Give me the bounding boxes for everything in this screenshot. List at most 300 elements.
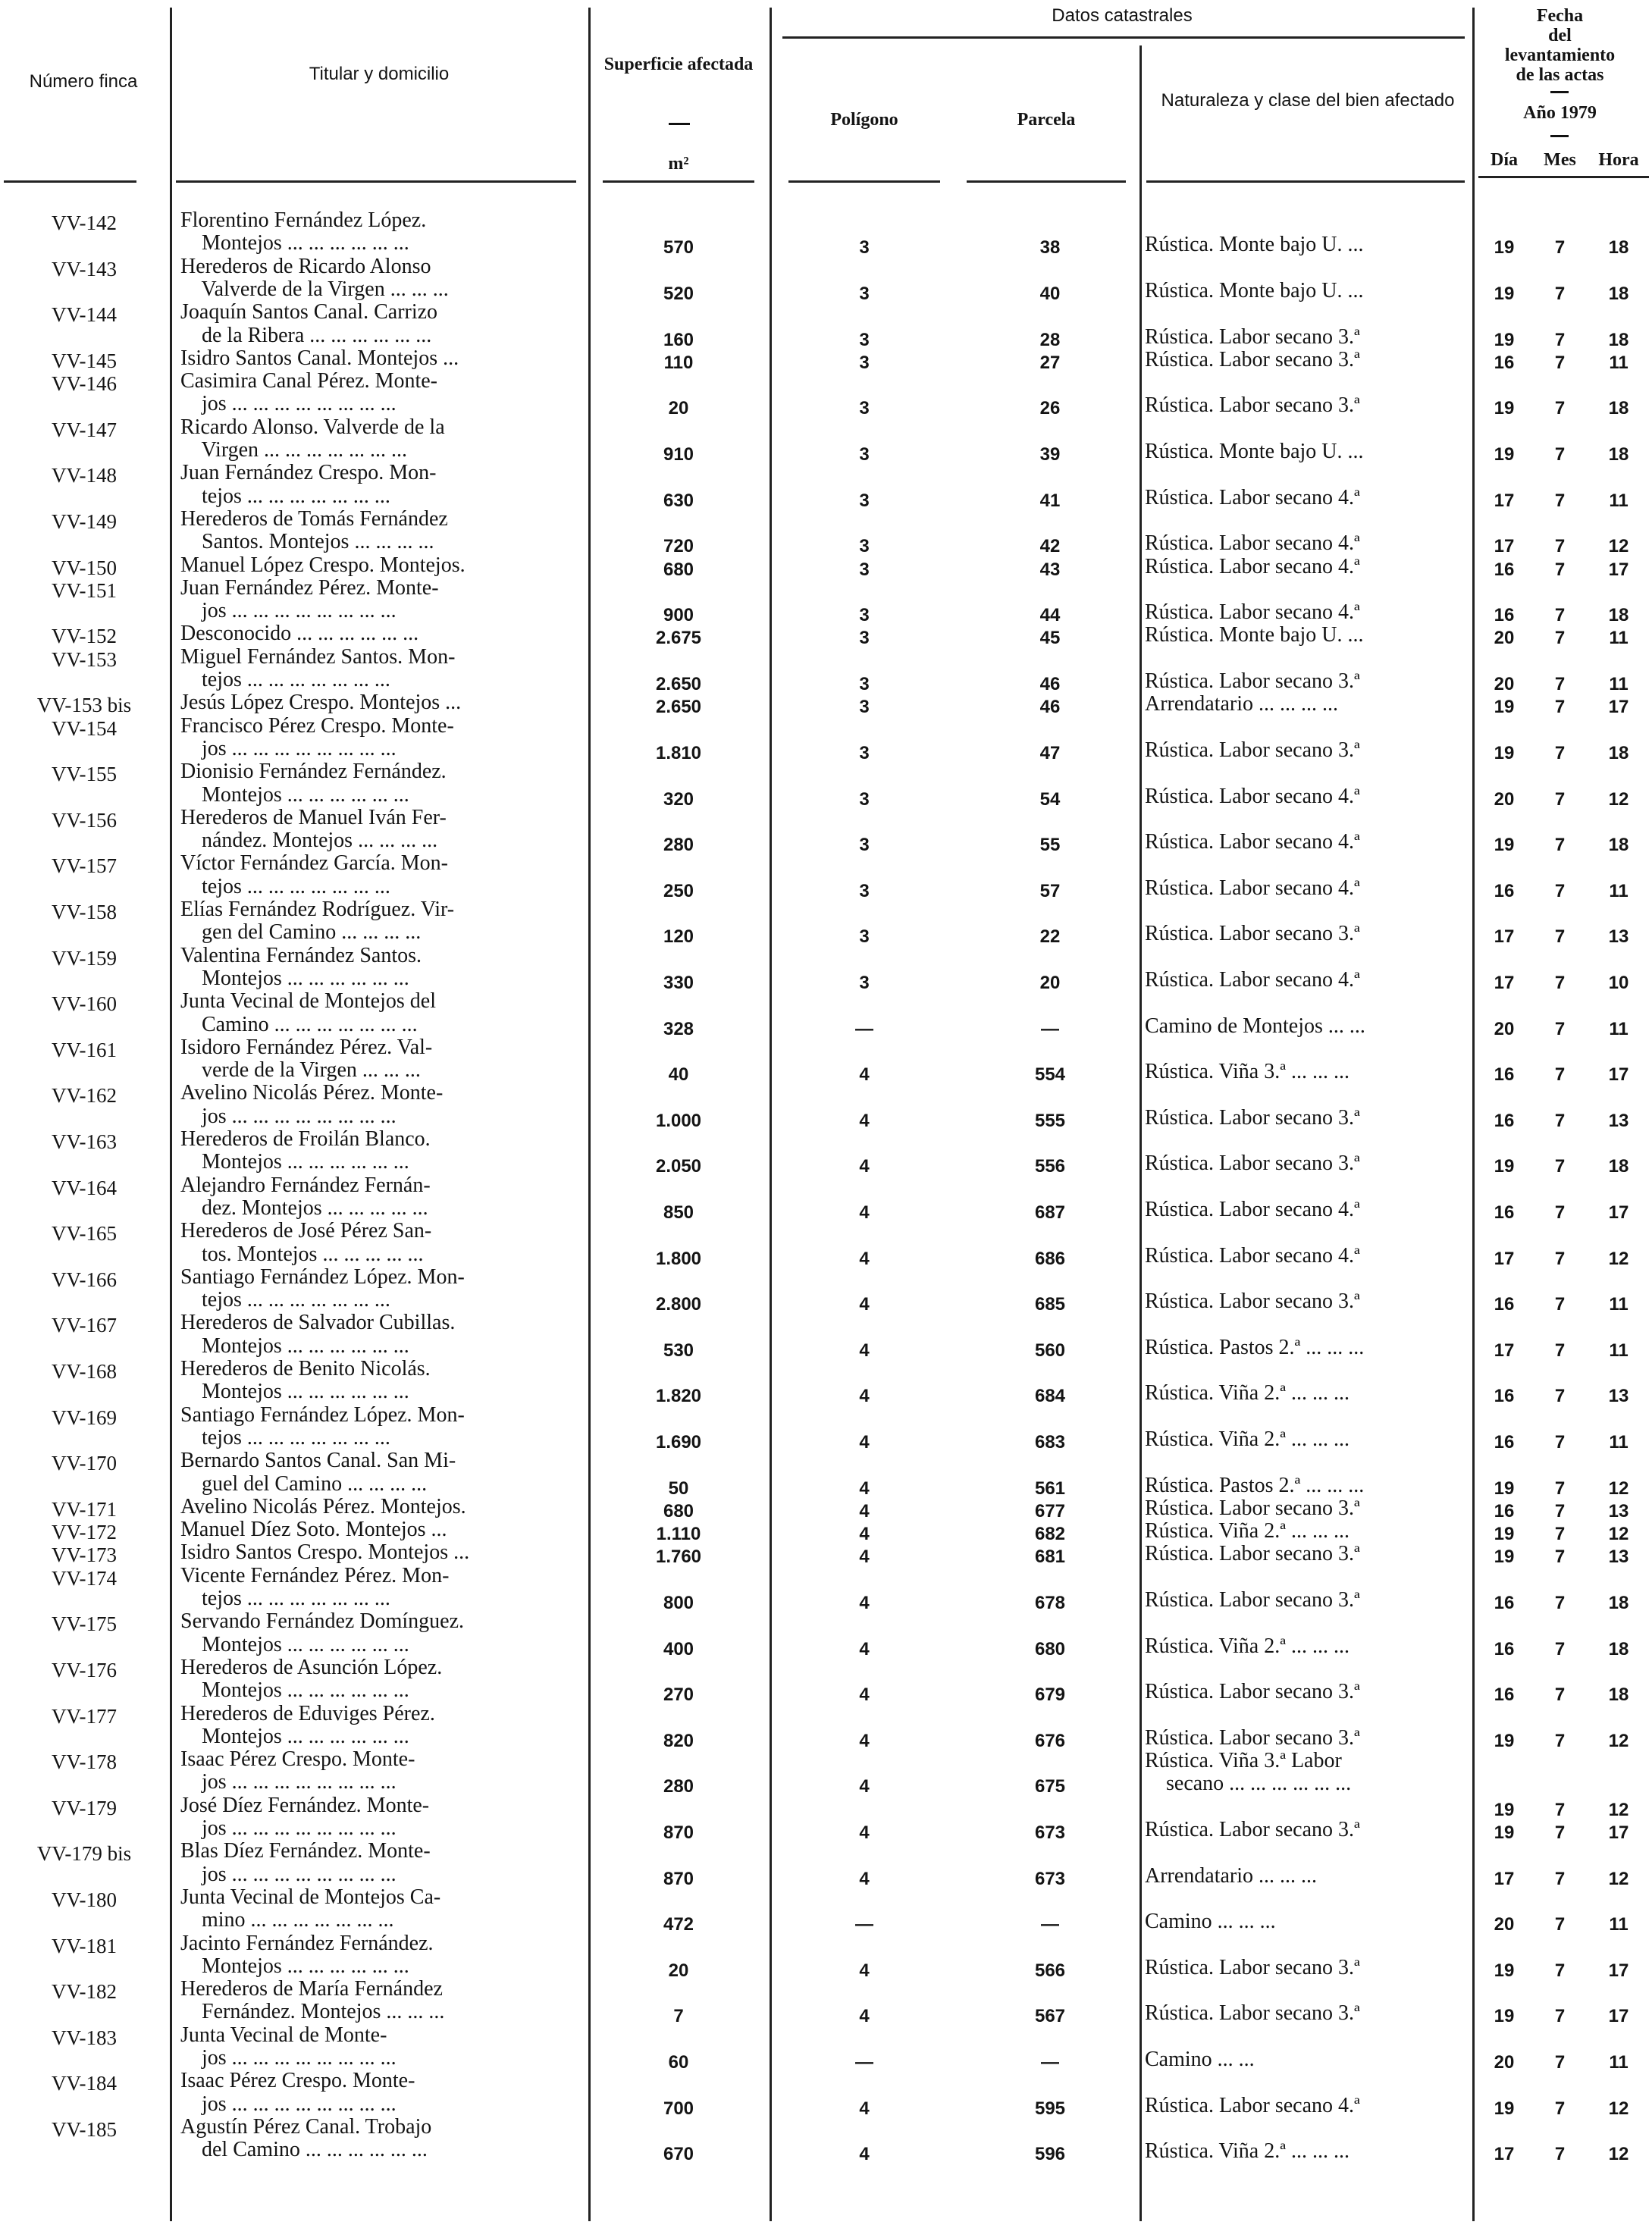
dia-value: 19 [1494,1547,1515,1568]
titular-line: Elías Fernández Rodríguez. Vir- [180,898,455,921]
mes-value: 7 [1554,1110,1566,1131]
dia-value: 16 [1494,1294,1515,1315]
poligono-value: 4 [859,1776,870,1797]
dia-value: 19 [1494,1799,1515,1820]
titular-line: Montejos ... ... ... ... ... ... [180,1150,409,1174]
header-poligono: Polígono [830,110,898,130]
superficie-value: 40 [668,1064,689,1086]
titular-line: Montejos ... ... ... ... ... ... [180,1678,409,1703]
mes-value: 7 [1554,972,1566,993]
poligono-value: 4 [859,1524,870,1545]
titular-line: Montejos ... ... ... ... ... ... [180,231,409,255]
header-fecha-2: del [1548,26,1572,45]
titular-line: Herederos de Ricardo Alonso [180,254,431,278]
superficie-value: 250 [663,880,694,901]
parcela-value: 57 [1039,880,1061,901]
finca-number: VV-147 [51,418,117,441]
parcela-value: 566 [1034,1960,1066,1981]
dia-value: 20 [1494,628,1515,649]
titular-line: Ricardo Alonso. Valverde de la [180,415,445,439]
titular-line: de la Ribera ... ... ... ... ... ... [180,323,432,347]
dia-value: 16 [1494,352,1515,373]
poligono-value: 3 [859,444,870,465]
finca-number: VV-185 [51,2117,117,2141]
poligono-value: 4 [859,1730,870,1751]
finca-number: VV-153 [51,647,117,671]
dia-value: 17 [1494,926,1515,948]
titular-line: jos ... ... ... ... ... ... ... ... [180,1770,397,1794]
superficie-value: 328 [663,1018,694,1039]
titular-line: Herederos de Asunción López. [180,1655,443,1679]
header-hora: Hora [1598,150,1639,170]
finca-number: VV-170 [51,1452,117,1475]
titular-line: Isidro Santos Crespo. Montejos ... [180,1540,470,1565]
titular-line: Avelino Nicolás Pérez. Montejos. [180,1494,466,1518]
mes-value: 7 [1554,2098,1566,2119]
mes-value: 7 [1554,628,1566,649]
finca-number: VV-162 [51,1084,117,1108]
hora-value: 11 [1609,352,1628,373]
hora-value: 11 [1609,1294,1628,1315]
dia-value: 16 [1494,1431,1515,1453]
superficie-value: 670 [663,2144,694,2165]
mes-value: 7 [1554,1386,1566,1407]
mes-value: 7 [1554,1064,1566,1086]
dia-value: 19 [1494,1822,1515,1843]
hora-value: 17 [1608,2006,1629,2027]
mes-value: 7 [1554,1340,1566,1361]
poligono-value: 4 [859,1340,870,1361]
dia-value: 16 [1494,880,1515,901]
superficie-value: 680 [663,559,694,580]
titular-line: Montejos ... ... ... ... ... ... [180,1954,409,1978]
parcela-value: 43 [1039,559,1061,580]
dia-value: 20 [1494,788,1515,810]
superficie-value: 1.690 [655,1431,702,1453]
titular-line: Agustín Pérez Canal. Trobajo [180,2114,432,2139]
dia-value: 20 [1494,1018,1515,1039]
finca-number: VV-178 [51,1750,117,1774]
parcela-value: — [1041,2052,1059,2073]
superficie-value: 50 [668,1478,689,1499]
finca-number: VV-159 [51,946,117,970]
parcela-value: 27 [1039,352,1061,373]
naturaleza-line: Rústica. Viña 2.ª ... ... ... [1145,2139,1349,2164]
hora-value: 13 [1608,1386,1629,1407]
poligono-value: 4 [859,1960,870,1981]
titular-line: jos ... ... ... ... ... ... ... ... [180,1104,397,1128]
mes-value: 7 [1554,1822,1566,1843]
finca-number: VV-152 [51,625,117,648]
parcela-value: 47 [1039,742,1061,763]
titular-line: verde de la Virgen ... ... ... [180,1058,421,1083]
mes-value: 7 [1554,1914,1566,1935]
superficie-value: 800 [663,1593,694,1613]
titular-line: Florentino Fernández López. [180,208,427,232]
superficie-value: 472 [663,1914,694,1935]
superficie-value: 1.110 [656,1524,701,1545]
titular-line: Junta Vecinal de Monte- [180,2023,387,2047]
parcela-value: 28 [1039,329,1061,350]
finca-number: VV-146 [51,372,117,396]
titular-line: nández. Montejos ... ... ... ... [180,829,438,853]
naturaleza-line: Rústica. Labor secano 4.ª [1145,1243,1360,1268]
dia-value: 19 [1494,398,1515,419]
hora-value: 12 [1608,1524,1629,1545]
superficie-value: 280 [663,835,694,856]
titular-line: Santiago Fernández López. Mon- [180,1402,465,1427]
naturaleza-line: Rústica. Labor secano 3.ª [1145,1542,1360,1566]
mes-value: 7 [1554,1500,1566,1521]
header-fecha-dash [1550,91,1569,93]
titular-line: Vicente Fernández Pérez. Mon- [180,1563,450,1587]
finca-number: VV-150 [51,556,117,579]
dia-value: 17 [1494,1340,1515,1361]
superficie-value: 1.760 [655,1547,702,1568]
titular-line: Santos. Montejos ... ... ... ... [180,530,434,554]
poligono-value: 4 [859,2098,870,2119]
poligono-value: 4 [859,1822,870,1843]
hora-value: 11 [1609,1431,1628,1453]
naturaleza-line: Rústica. Labor secano 3.ª [1145,738,1360,762]
poligono-value: 3 [859,835,870,856]
titular-line: José Díez Fernández. Monte- [180,1793,430,1817]
naturaleza-line: Rústica. Labor secano 3.ª [1145,347,1360,371]
hora-value: 18 [1608,1684,1629,1706]
titular-line: jos ... ... ... ... ... ... ... ... [180,599,397,623]
parcela-value: 42 [1039,536,1061,557]
naturaleza-line: Rústica. Monte bajo U. ... [1145,440,1364,463]
titular-line: Francisco Pérez Crespo. Monte- [180,713,454,738]
naturaleza-line: Rústica. Labor secano 3.ª [1145,1818,1360,1841]
column-divider [1472,8,1475,2221]
mes-value: 7 [1554,2052,1566,2073]
superficie-value: 900 [663,605,694,626]
hora-value: 12 [1608,1868,1629,1889]
column-divider [588,8,591,2221]
dia-value: 17 [1494,1868,1515,1889]
parcela-value: 687 [1034,1202,1066,1223]
hora-value: 13 [1608,1500,1629,1521]
naturaleza-line: Rústica. Labor secano 3.ª [1145,2001,1360,2026]
mes-value: 7 [1554,490,1566,511]
hora-value: 18 [1608,605,1629,626]
mes-value: 7 [1554,536,1566,557]
poligono-value: — [855,2052,873,2073]
titular-line: Jesús López Crespo. Montejos ... [180,691,462,715]
parcela-value: 55 [1039,835,1061,856]
hora-value: 18 [1608,1593,1629,1613]
parcela-value: 567 [1034,2006,1066,2027]
poligono-value: 4 [859,1500,870,1521]
parcela-value: 680 [1034,1638,1066,1659]
mes-value: 7 [1554,1202,1566,1223]
parcela-value: 45 [1039,628,1061,649]
titular-line: tejos ... ... ... ... ... ... ... [180,484,390,508]
naturaleza-line: Rústica. Labor secano 3.ª [1145,1588,1360,1612]
naturaleza-line: Rústica. Viña 3.ª ... ... ... [1145,1060,1349,1084]
parcela-value: 682 [1034,1524,1066,1545]
hora-value: 13 [1608,1110,1629,1131]
poligono-value: 3 [859,697,870,718]
superficie-value: 330 [663,972,694,993]
parcela-value: 686 [1034,1248,1066,1269]
mes-value: 7 [1554,1730,1566,1751]
naturaleza-line: Rústica. Monte bajo U. ... [1145,623,1364,647]
dia-value: 17 [1494,972,1515,993]
mes-value: 7 [1554,1684,1566,1706]
naturaleza-line: Rústica. Labor secano 3.ª [1145,1152,1360,1176]
titular-line: Jacinto Fernández Fernández. [180,1931,434,1955]
dia-value: 16 [1494,1684,1515,1706]
titular-line: Víctor Fernández García. Mon- [180,851,448,876]
dia-value: 19 [1494,1478,1515,1499]
naturaleza-line: Rústica. Viña 3.ª Labor [1145,1749,1342,1773]
finca-number: VV-157 [51,854,117,878]
dia-value: 19 [1494,283,1515,304]
parcela-value: 22 [1039,926,1061,948]
superficie-value: 1.800 [655,1248,702,1269]
header-superficie-unit: m² [668,154,689,174]
titular-line: Blas Díez Fernández. Monte- [180,1839,431,1863]
naturaleza-line: Rústica. Viña 2.ª ... ... ... [1145,1634,1349,1658]
parcela-value: 38 [1039,237,1061,259]
titular-line: Montejos ... ... ... ... ... ... [180,1724,409,1748]
hora-value: 10 [1608,972,1629,993]
mes-value: 7 [1554,1156,1566,1177]
dia-value: 19 [1494,1730,1515,1751]
poligono-value: 4 [859,1684,870,1706]
naturaleza-line: Rústica. Labor secano 3.ª [1145,669,1360,693]
naturaleza-line: Rústica. Labor secano 4.ª [1145,830,1360,854]
dia-value: 17 [1494,490,1515,511]
mes-value: 7 [1554,1524,1566,1545]
finca-number: VV-173 [51,1543,117,1567]
hora-value: 17 [1608,1064,1629,1086]
mes-value: 7 [1554,1638,1566,1659]
dia-value: 17 [1494,1248,1515,1269]
dia-value: 16 [1494,559,1515,580]
parcela-value: 676 [1034,1730,1066,1751]
finca-number: VV-144 [51,303,117,327]
poligono-value: 4 [859,1294,870,1315]
mes-value: 7 [1554,237,1566,259]
finca-number: VV-177 [51,1704,117,1728]
parcela-value: 39 [1039,444,1061,465]
finca-number: VV-183 [51,2026,117,2049]
header-rule-poligono [788,180,940,183]
parcela-value: — [1041,1018,1059,1039]
mes-value: 7 [1554,1960,1566,1981]
titular-line: jos ... ... ... ... ... ... ... ... [180,2092,397,2116]
naturaleza-line: Rústica. Pastos 2.ª ... ... ... [1145,1335,1365,1359]
naturaleza-line: Rústica. Labor secano 4.ª [1145,1197,1360,1221]
superficie-value: 2.650 [655,697,702,718]
parcela-value: 595 [1034,2098,1066,2119]
titular-line: tejos ... ... ... ... ... ... ... [180,1587,390,1610]
dia-value: 16 [1494,1110,1515,1131]
titular-line: tejos ... ... ... ... ... ... ... [180,1288,390,1312]
parcela-value: 561 [1034,1478,1066,1499]
column-divider [770,8,772,2221]
naturaleza-line: Rústica. Labor secano 4.ª [1145,600,1360,625]
poligono-value: 4 [859,1593,870,1613]
naturaleza-line: Rústica. Labor secano 3.ª [1145,1680,1360,1704]
mes-value: 7 [1554,788,1566,810]
finca-number: VV-179 bis [36,1842,132,1866]
naturaleza-line: Rústica. Labor secano 4.ª [1145,784,1360,808]
titular-line: Isaac Pérez Crespo. Monte- [180,2069,415,2093]
header-fecha-3: levantamiento [1504,45,1616,65]
superficie-value: 1.810 [655,742,702,763]
naturaleza-line: Rústica. Pastos 2.ª ... ... ... [1145,1473,1365,1497]
mes-value: 7 [1554,2006,1566,2027]
dia-value: 16 [1494,1638,1515,1659]
titular-line: Isidoro Fernández Pérez. Val- [180,1035,433,1059]
mes-value: 7 [1554,1799,1566,1820]
dia-value: 16 [1494,1593,1515,1613]
hora-value: 17 [1608,1202,1629,1223]
header-datos-catastrales: Datos catastrales [1052,5,1193,26]
hora-value: 18 [1608,1156,1629,1177]
finca-number: VV-155 [51,763,117,786]
superficie-value: 530 [663,1340,694,1361]
parcela-value: 678 [1034,1593,1066,1613]
parcela-value: 41 [1039,490,1061,511]
dia-value: 17 [1494,536,1515,557]
hora-value: 18 [1608,283,1629,304]
titular-line: tos. Montejos ... ... ... ... ... [180,1242,424,1266]
titular-line: Herederos de Tomás Fernández [180,506,448,531]
titular-line: guel del Camino ... ... ... ... [180,1471,428,1496]
finca-number: VV-181 [51,1934,117,1957]
poligono-value: 3 [859,788,870,810]
poligono-value: 4 [859,1638,870,1659]
titular-line: Montejos ... ... ... ... ... ... [180,782,409,807]
dia-value: 19 [1494,1156,1515,1177]
parcela-value: 554 [1034,1064,1066,1086]
finca-number: VV-168 [51,1360,117,1383]
column-divider [1139,45,1142,2221]
finca-number: VV-163 [51,1130,117,1153]
dia-value: 16 [1494,605,1515,626]
dia-value: 19 [1494,1960,1515,1981]
hora-value: 12 [1608,1478,1629,1499]
naturaleza-line: Rústica. Viña 2.ª ... ... ... [1145,1519,1349,1543]
superficie-value: 630 [663,490,694,511]
mes-value: 7 [1554,742,1566,763]
naturaleza-line: Arrendatario ... ... ... [1145,1863,1318,1888]
superficie-value: 20 [668,398,689,419]
naturaleza-line: Rústica. Labor secano 3.ª [1145,1105,1360,1130]
poligono-value: — [855,1018,873,1039]
poligono-value: 3 [859,605,870,626]
superficie-value: 110 [663,352,694,373]
titular-line: Herederos de Salvador Cubillas. [180,1311,456,1335]
parcela-value: 679 [1034,1684,1066,1706]
titular-line: gen del Camino ... ... ... ... [180,920,422,945]
titular-line: Herederos de Benito Nicolás. [180,1357,431,1380]
poligono-value: 3 [859,674,870,694]
superficie-value: 1.000 [655,1110,702,1131]
titular-line: mino ... ... ... ... ... ... ... [180,1908,394,1932]
parcela-value: 683 [1034,1431,1066,1453]
hora-value: 17 [1608,1822,1629,1843]
column-divider [170,8,172,2221]
naturaleza-line: Rústica. Labor secano 3.ª [1145,324,1360,349]
header-rule-parcela [967,180,1126,183]
header-mes: Mes [1544,150,1576,170]
superficie-value: 720 [663,536,694,557]
hora-value: 18 [1608,398,1629,419]
finca-number: VV-164 [51,1176,117,1199]
naturaleza-line: Rústica. Labor secano 4.ª [1145,876,1360,900]
hora-value: 18 [1608,329,1629,350]
dia-value: 19 [1494,1524,1515,1545]
finca-number: VV-145 [51,349,117,372]
hora-value: 11 [1609,1914,1628,1935]
finca-number: VV-149 [51,509,117,533]
finca-number: VV-179 [51,1796,117,1819]
mes-value: 7 [1554,1294,1566,1315]
naturaleza-line: Rústica. Labor secano 4.ª [1145,531,1360,556]
header-superficie: Superficie afectada [603,55,754,74]
header-naturaleza: Naturaleza y clase del bien afectado [1161,90,1455,111]
dia-value: 16 [1494,1202,1515,1223]
finca-number: VV-166 [51,1268,117,1291]
naturaleza-line: Camino ... ... [1145,2048,1255,2071]
superficie-value: 520 [663,283,694,304]
dia-value: 16 [1494,1500,1515,1521]
titular-line: Casimira Canal Pérez. Monte- [180,369,438,393]
superficie-value: 820 [663,1730,694,1751]
parcela-value: 54 [1039,788,1061,810]
mes-value: 7 [1554,1547,1566,1568]
titular-line: Desconocido ... ... ... ... ... ... [180,622,419,646]
parcela-value: 677 [1034,1500,1066,1521]
header-anio: Año 1979 [1523,103,1597,123]
mes-value: 7 [1554,2144,1566,2165]
poligono-value: 4 [859,1110,870,1131]
parcela-value: 26 [1039,398,1061,419]
titular-line: Avelino Nicolás Pérez. Monte- [180,1081,444,1105]
header-rule-finca [4,180,136,183]
dia-value: 19 [1494,444,1515,465]
hora-value: 11 [1609,490,1628,511]
finca-number: VV-158 [51,901,117,923]
parcela-value: 684 [1034,1386,1066,1407]
titular-line: Servando Fernández Domínguez. [180,1609,464,1634]
header-anio-dash [1550,135,1569,137]
dia-value: 19 [1494,237,1515,259]
finca-number: VV-154 [51,716,117,740]
superficie-value: 2.650 [655,674,702,694]
titular-line: jos ... ... ... ... ... ... ... ... [180,2046,397,2070]
hora-value: 11 [1609,674,1628,694]
dia-value: 16 [1494,1064,1515,1086]
dia-value: 19 [1494,742,1515,763]
mes-value: 7 [1554,1868,1566,1889]
titular-line: Isaac Pérez Crespo. Monte- [180,1747,415,1772]
superficie-value: 2.050 [655,1156,702,1177]
dia-value: 19 [1494,2098,1515,2119]
titular-line: Herederos de María Fernández [180,1977,443,2001]
hora-value: 12 [1608,1730,1629,1751]
header-titular: Titular y domicilio [309,64,450,84]
naturaleza-line: Rústica. Labor secano 4.ª [1145,967,1360,992]
parcela-value: 44 [1039,605,1061,626]
titular-line: Dionisio Fernández Fernández. [180,760,447,784]
